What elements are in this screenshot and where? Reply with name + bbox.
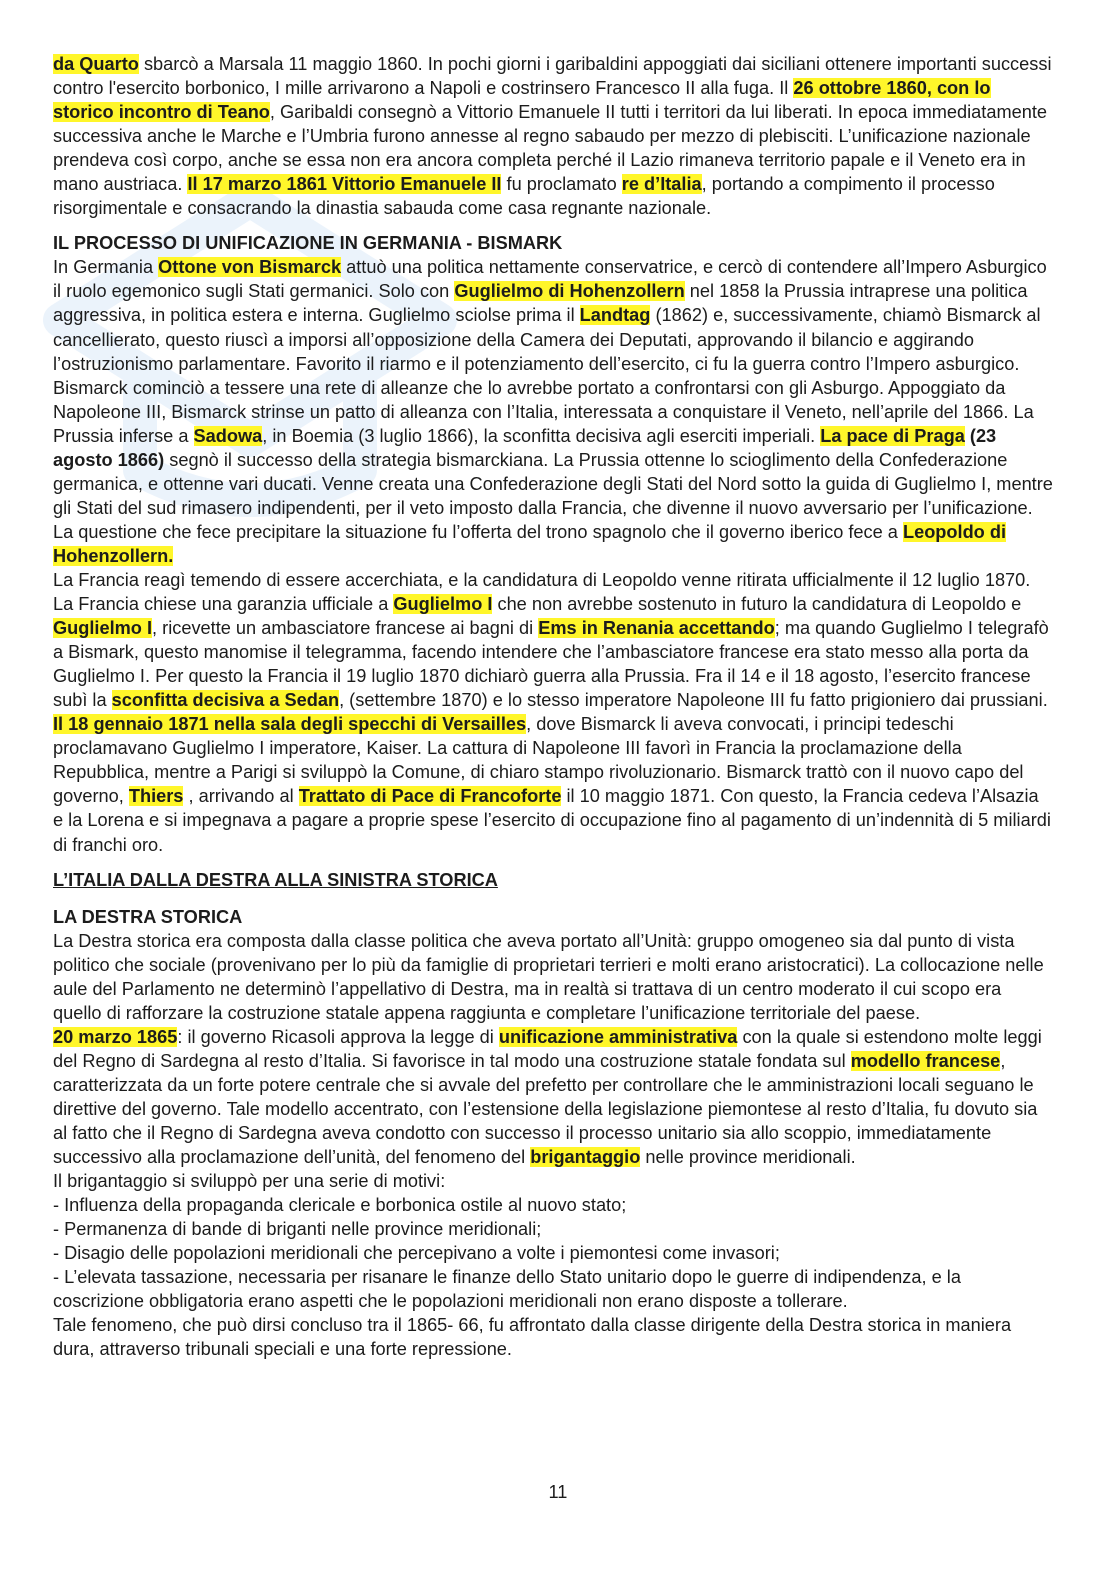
highlight: re d’Italia — [621, 174, 702, 195]
paragraph-franco-prussian-war: La Francia reagì temendo di essere accerchiata, e la candidatura di Leopoldo venne ritirata ufficialmente il 12 luglio 1870. La Francia chiese una garanzia ufficiale a Guglielmo I che non avrebbe sostenuto in futuro la candidatura di Leopoldo e Guglielmo I, ricevette un ambasciatore francese ai bagni di Ems in Renania accettando; ma quando Guglielmo I telegrafò a Bismark, questo manomise il telegramma, facendo intendere che l’ambasciatore francese era stato messo alla porta da Guglielmo I. Per questo la Francia il 19 luglio 1870 dichiarò guerra alla Prussia. Fra il 14 e il 18 agosto, l’esercito francese subì la sconfitta decisiva a Sedan, (settembre 1870) e lo stesso imperatore Napoleone III fu fatto prigioniero dai prussiani. Il 18 gennaio 1871 nella sala degli specchi di Versailles, dove Bismarck li aveva convocati, i principi tedeschi proclamavano Guglielmo I imperatore, Kaiser. La cattura di Napoleone III favorì in Francia la proclamazione della Repubblica, mentre a Parigi si sviluppò la Comune, di chiaro stampo rivoluzionario. Bismarck trattò con il nuovo capo del governo, Thiers , arrivando al Trattato di Pace di Francoforte il 10 maggio 1871. Con questo, la Francia cedeva l’Alsazia e la Lorena e si impegnava a pagare a proprie spese l’esercito di occupazione fino al pagamento di un’indennità di 5 miliardi di franchi oro. — [53, 569, 1051, 855]
highlight: Leopoldo di Hohenzollern. — [53, 521, 1007, 566]
list-item: - Disagio delle popolazioni meridionali che percepivano a volte i piemontesi come invasori; — [53, 1243, 780, 1264]
highlight: Sadowa — [193, 425, 263, 446]
highlight: modello francese — [850, 1050, 1001, 1071]
highlight: Ems in Renania accettando — [538, 618, 775, 639]
section-heading-destra: LA DESTRA STORICA — [53, 906, 243, 927]
paragraph-unificazione-amministrativa: 20 marzo 1865: il governo Ricasoli approva la legge di unificazione amministrativa con la quale si estendono molte leggi del Regno di Sardegna al resto d’Italia. Si favorisce in tal modo una costruzione statale fondata sul modello francese, caratterizzata da un forte potere centrale che si avvale del prefetto per controllare che le amministrazioni locali seguano le direttive del governo. Tale modello accentrato, con l’estensione della legislazione piemontese al resto d’Italia, fu dovuto sia al fatto che il Regno di Sardegna aveva condotto con successo il processo unitario sia allo scoppio, immediatamente successivo alla proclamazione dell’unità, del fenomeno del brigantaggio nelle province meridionali. — [53, 1026, 1042, 1168]
paragraph-repressione: Tale fenomeno, che può dirsi concluso tra il 1865- 66, fu affrontato dalla classe dirigente della Destra storica in maniera dura, attraverso tribunali speciali e una forte repressione. — [53, 1315, 1012, 1360]
paragraph-bismarck: In Germania Ottone von Bismarck attuò una politica nettamente conservatrice, e cercò di contendere all’Impero Asburgico il ruolo egemonico sugli Stati germanici. Solo con Guglielmo di Hohenzollern nel 1858 la Prussia intraprese una politica aggressiva, in politica estera e interna. Guglielmo sciolse prima il Landtag (1862) e, successivamente, chiamò Bismarck al cancellierato, questo riuscì a imporsi all’opposizione della Camera dei Deputati, approvando il bilancio e aggirando l’ostruzionismo parlamentare. Favorito il riarmo e il potenziamento dell’esercito, ci fu la guerra contro l’Impero asburgico. Bismarck cominciò a tessere una rete di alleanze che lo avrebbe portato a confrontarsi con gli Asburgo. Appoggiato da Napoleone III, Bismarck strinse un patto di alleanza con l’Italia, interessata a conquistare il Veneto, nell’aprile del 1866. La Prussia inferse a Sadowa, in Boemia (3 luglio 1866), la sconfitta decisiva agli eserciti imperiali. La pace di Praga (23 agosto 1866) segnò il successo della strategia bismarckiana. La Prussia ottenne lo scioglimento della Confederazione germanica, e ottenne vari ducati. Venne creata una Confederazione degli Stati del Nord sotto la guida di Guglielmo I, mentre gli Stati del sud rimasero indipendenti, per il veto imposto dalla Francia, che divenne il nuovo avversario per l’unificazione. La questione che fece precipitare la situazione fu l’offerta del trono spagnolo che il governo iberico fece a Leopoldo di Hohenzollern. — [53, 257, 1053, 566]
highlight: 26 ottobre 1860, con lo storico incontro di Teano — [53, 78, 991, 123]
paragraph-garibaldi: da Quarto sbarcò a Marsala 11 maggio 1860. In pochi giorni i garibaldini appoggiati dai siciliani ottenere importanti successi contro l'esercito borbonico, I mille arrivarono a Napoli e costrinsero Francesco II alla fuga. Il 26 ottobre 1860, con lo storico incontro di Teano, Garibaldi consegnò a Vittorio Emanuele II tutti i territori da lui liberati. In epoca immediatamente successiva anche le Marche e l’Umbria furono annesse al regno sabaudo per mezzo di plebisciti. L’unificazione nazionale prendeva così corpo, anche se essa non era ancora completa perché il Lazio rimaneva territorio papale e il Veneto era in mano austriaca. Il 17 marzo 1861 Vittorio Emanuele II fu proclamato re d’Italia, portando a compimento il processo risorgimentale e consacrando la dinastia sabauda come casa regnante nazionale. — [53, 54, 1052, 219]
highlight: Ottone von Bismarck — [158, 257, 342, 278]
highlight: da Quarto — [53, 54, 139, 74]
highlight: Guglielmo I — [393, 594, 493, 615]
list-item: - Influenza della propaganda clericale e borbonica ostile al nuovo stato; — [53, 1195, 627, 1216]
highlight: unificazione amministrativa — [498, 1026, 738, 1047]
highlight: 20 marzo 1865 — [53, 1026, 178, 1047]
highlight: Guglielmo I — [53, 618, 153, 639]
section-heading-germany: IL PROCESSO DI UNIFICAZIONE IN GERMANIA - BISMARK — [53, 233, 563, 254]
highlight: Guglielmo di Hohenzollern — [454, 281, 685, 302]
highlight: La pace di Praga — [820, 425, 965, 446]
section-heading-italy: L’ITALIA DALLA DESTRA ALLA SINISTRA STORICA — [53, 869, 498, 890]
list-item: - L’elevata tassazione, necessaria per risanare le finanze dello Stato unitario dopo le guerre di indipendenza, e la coscrizione obbligatoria erano aspetti che le popolazioni meridionali non erano disposte a tollerare. — [53, 1267, 961, 1312]
highlight: Thiers — [128, 786, 184, 807]
list-item: - Permanenza di bande di briganti nelle province meridionali; — [53, 1219, 542, 1240]
highlight: sconfitta decisiva a Sedan — [111, 690, 340, 711]
list-intro: Il brigantaggio si sviluppò per una serie di motivi: — [53, 1171, 446, 1192]
paragraph-destra-storica: La Destra storica era composta dalla classe politica che aveva portato all’Unità: gruppo omogeneo sia dal punto di vista politico che sociale (provenivano per lo più da famiglie di proprietari terrieri e molti erano aristocratici). La collocazione nelle aule del Parlamento ne determinò l’appellativo di Destra, ma in realtà si trattava di un centro moderato il cui scopo era quello di rafforzare la costruzione statale appena raggiunta e completare l’unificazione territoriale del paese. — [53, 930, 1044, 1023]
highlight: Trattato di Pace di Francoforte — [298, 786, 562, 807]
highlight: Landtag — [579, 305, 651, 326]
document-page — [53, 52, 1053, 1361]
highlight: Il 18 gennaio 1871 nella sala degli specchi di Versailles — [53, 714, 527, 735]
highlight: Il 17 marzo 1861 Vittorio Emanuele II — [187, 174, 502, 195]
page-number: 11 — [548, 1482, 568, 1502]
highlight: brigantaggio — [530, 1147, 641, 1168]
